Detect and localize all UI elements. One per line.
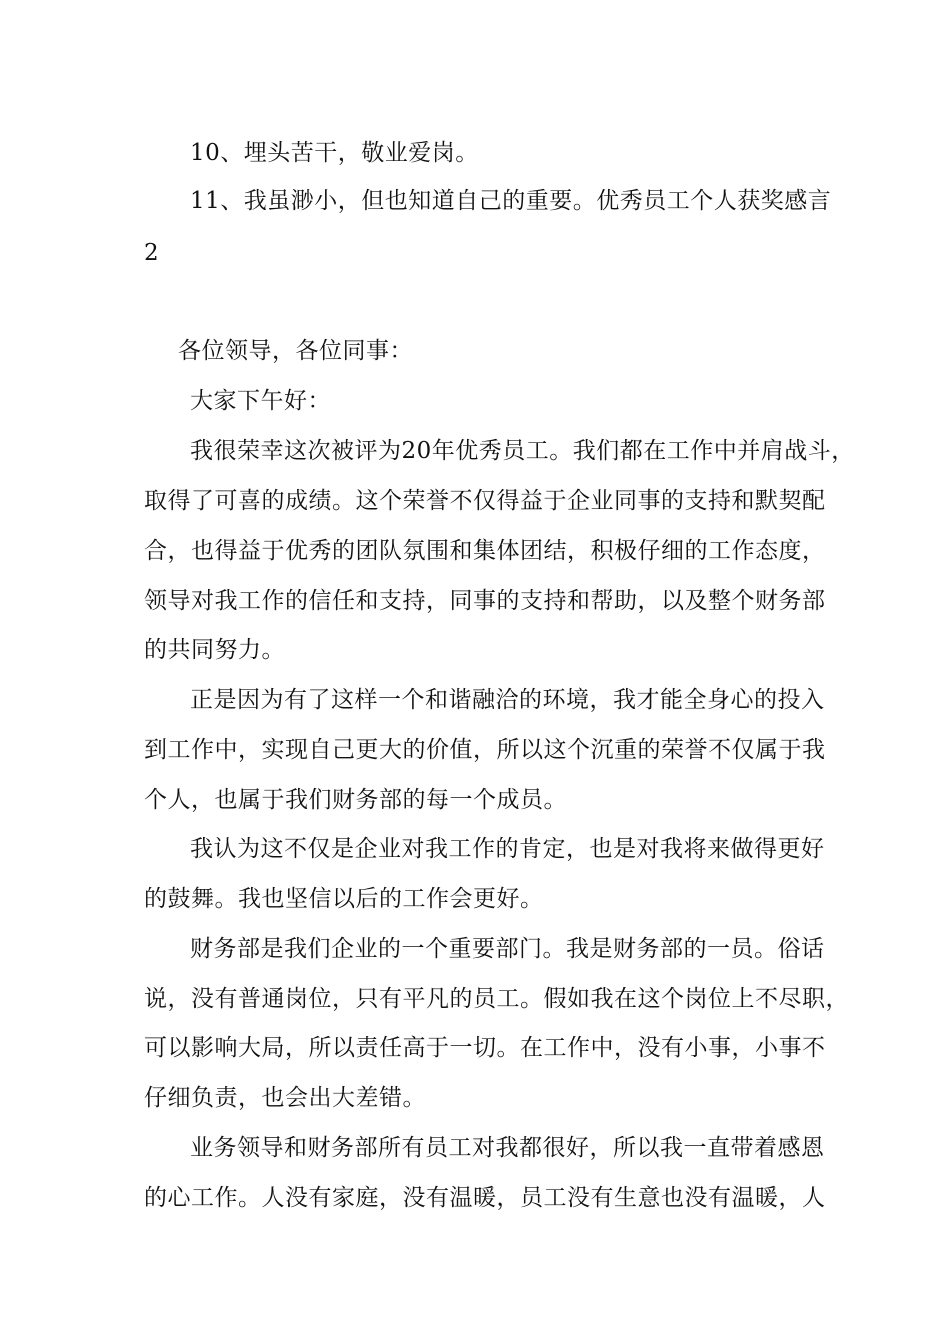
- text-line: 11、我虽渺小，但也知道自己的重要。优秀员工个人获奖感言: [190, 188, 832, 214]
- text-line: 合，也得益于优秀的团队氛围和集体团结，积极仔细的工作态度，: [144, 538, 826, 564]
- text-line: 我很荣幸这次被评为20年优秀员工。我们都在工作中并肩战斗，: [190, 438, 855, 464]
- text-line: 10、埋头苦干，敬业爱岗。: [190, 140, 479, 166]
- text-line: 的共同努力。: [144, 637, 285, 663]
- text-line: 领导对我工作的信任和支持，同事的支持和帮助，以及整个财务部: [144, 588, 826, 614]
- text-line: 说，没有普通岗位，只有平凡的员工。假如我在这个岗位上不尽职，: [144, 986, 849, 1012]
- text-line: 可以影响大局，所以责任高于一切。在工作中，没有小事，小事不: [144, 1035, 826, 1061]
- text-line: 2: [144, 240, 160, 266]
- text-line: 的鼓舞。我也坚信以后的工作会更好。: [144, 886, 544, 912]
- text-line: 仔细负责，也会出大差错。: [144, 1085, 426, 1111]
- text-line: 我认为这不仅是企业对我工作的肯定，也是对我将来做得更好: [190, 836, 825, 862]
- text-line: 个人，也属于我们财务部的每一个成员。: [144, 787, 567, 813]
- text-line: 的心工作。人没有家庭，没有温暖，员工没有生意也没有温暖，人: [144, 1185, 826, 1211]
- text-line: 到工作中，实现自己更大的价值，所以这个沉重的荣誉不仅属于我: [144, 737, 826, 763]
- text-line: 业务领导和财务部所有员工对我都很好，所以我一直带着感恩: [190, 1135, 825, 1161]
- text-line: 正是因为有了这样一个和谐融洽的环境，我才能全身心的投入: [190, 687, 825, 713]
- text-line: 取得了可喜的成绩。这个荣誉不仅得益于企业同事的支持和默契配: [144, 488, 826, 514]
- greeting: 大家下午好：: [190, 388, 331, 414]
- text-line: 财务部是我们企业的一个重要部门。我是财务部的一员。俗话: [190, 936, 825, 962]
- salutation: 各位领导，各位同事：: [178, 338, 413, 364]
